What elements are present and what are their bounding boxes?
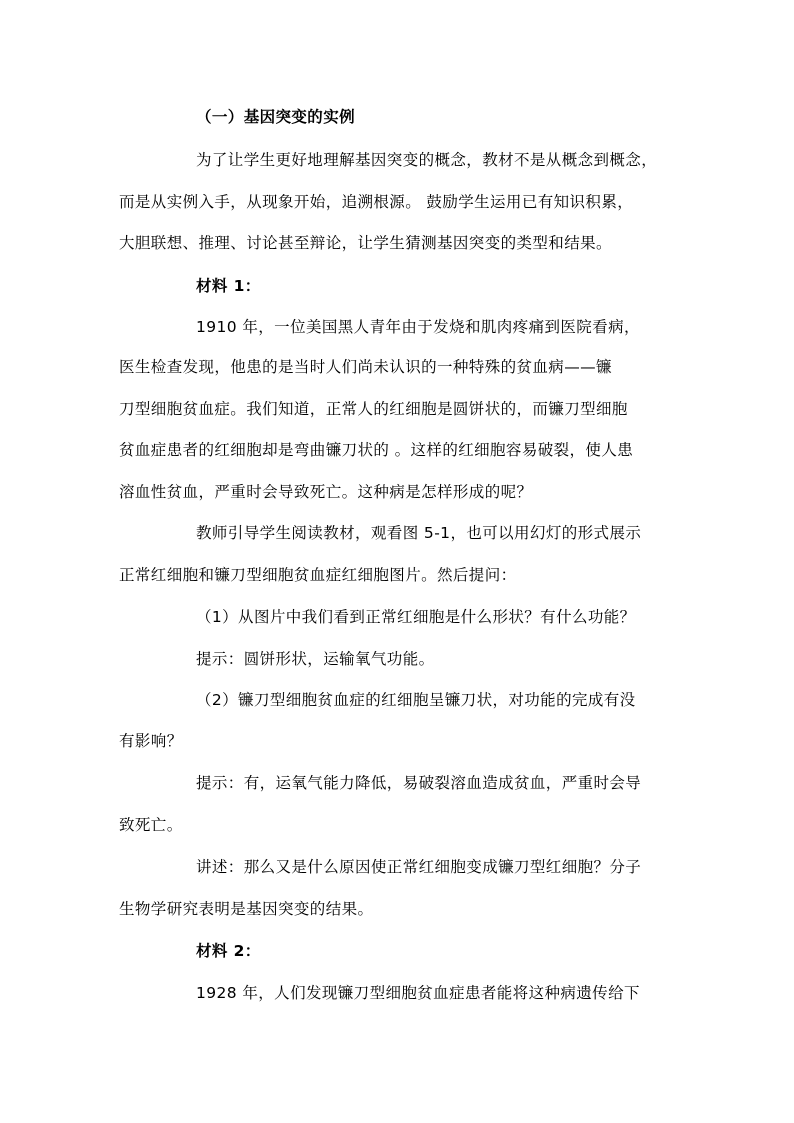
teacher-guide-line-2: 正常红细胞和镰刀型细胞贫血症红细胞图片。然后提问：	[119, 566, 517, 584]
material-1-title: 材料 1：	[196, 277, 261, 295]
question-2-line-1: （2）镰刀型细胞贫血症的红细胞呈镰刀状，对功能的完成有没	[196, 691, 636, 709]
material-2-line-1: 1928 年，人们发现镰刀型细胞贫血症患者能将这种病遗传给下	[196, 984, 640, 1002]
question-1: （1）从图片中我们看到正常红细胞是什么形状？有什么功能？	[196, 608, 636, 626]
material-1-line-2: 医生检查发现，他患的是当时人们尚未认识的一种特殊的贫血病——镰	[119, 358, 612, 376]
intro-line-1: 为了让学生更好地理解基因突变的概念，教材不是从概念到概念，	[196, 151, 658, 169]
material-1-line-5: 溶血性贫血，严重时会导致死亡。这种病是怎样形成的呢？	[119, 483, 533, 501]
intro-line-3: 大胆联想、推理、讨论甚至辩论，让学生猜测基因突变的类型和结果。	[119, 234, 612, 252]
material-1-line-3: 刀型细胞贫血症。我们知道，正常人的红细胞是圆饼状的，而镰刀型细胞	[119, 400, 628, 418]
explain-line-2: 生物学研究表明是基因突变的结果。	[119, 900, 374, 918]
teacher-guide-line-1: 教师引导学生阅读教材，观看图 5-1，也可以用幻灯的形式展示	[196, 524, 642, 542]
question-2-line-2: 有影响？	[119, 732, 183, 750]
hint-1: 提示：圆饼形状，运输氧气功能。	[196, 650, 435, 668]
section-heading: （一）基因突变的实例	[196, 108, 356, 126]
hint-2-line-1: 提示：有，运氧气能力降低，易破裂溶血造成贫血，严重时会导	[196, 774, 642, 792]
material-2-title: 材料 2：	[196, 942, 261, 960]
intro-line-2: 而是从实例入手，从现象开始，追溯根源。 鼓励学生运用已有知识积累，	[119, 193, 634, 211]
material-1-line-4: 贫血症患者的红细胞却是弯曲镰刀状的 。这样的红细胞容易破裂，使人患	[119, 441, 634, 459]
explain-line-1: 讲述：那么又是什么原因使正常红细胞变成镰刀型红细胞？分子	[196, 858, 642, 876]
hint-2-line-2: 致死亡。	[119, 816, 183, 834]
material-1-line-1: 1910 年，一位美国黑人青年由于发烧和肌肉疼痛到医院看病，	[196, 318, 640, 336]
